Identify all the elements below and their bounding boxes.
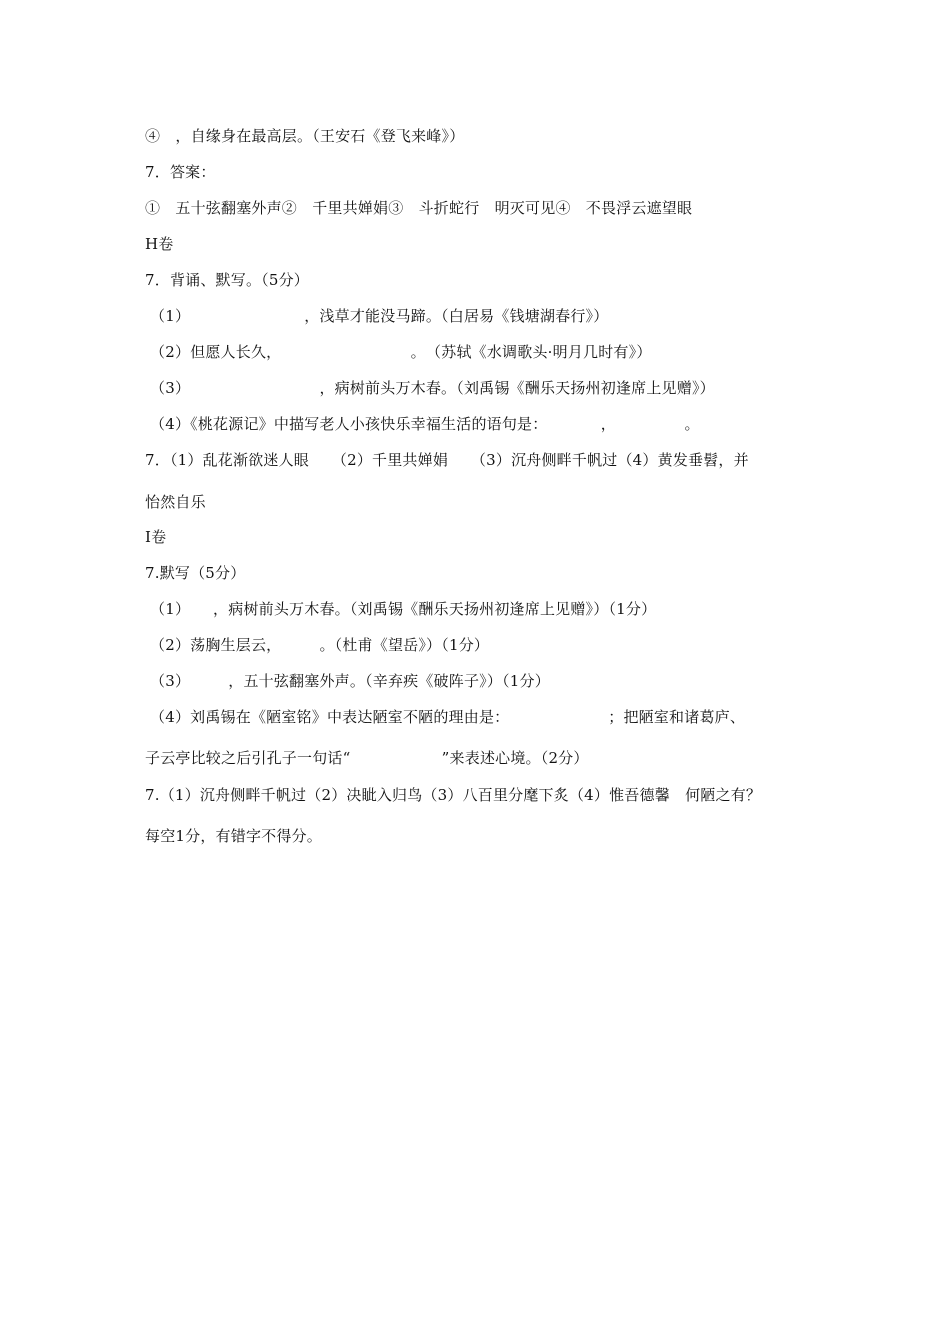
section-heading-h: H卷 (145, 235, 174, 253)
question-item-2: （2）但愿人长久， 。 （苏轼《水调歌头·明月几时有》） (150, 343, 652, 361)
question2-item-3: （3） ，五十弦翻塞外声。（辛弃疾《破阵子》）（1分） (150, 672, 550, 690)
answer2-note: 每空1分，有错字不得分。 (145, 827, 322, 845)
question-item-1: （1） ，浅草才能没马蹄。（白居易《钱塘湖春行》） (150, 307, 609, 325)
answer-line-1: 7．（1）乱花渐欲迷人眼 （2）千里共婵娟 （3）沉舟侧畔千帆过（4）黄发垂髫，并 (145, 451, 749, 469)
question2-item-2: （2）荡胸生层云， 。（杜甫《望岳》）（1分） (150, 636, 490, 654)
question2-item-4: （4）刘禹锡在《陋室铭》中表达陋室不陋的理由是： ；把陋室和诸葛庐、 (150, 708, 746, 726)
text-line-1: ④ ，自缘身在最高层。（王安石《登飞来峰》） (145, 127, 465, 145)
text-line-3: ① 五十弦翻塞外声② 千里共婵娟③ 斗折蛇行 明灭可见④ 不畏浮云遮望眼 (145, 199, 693, 217)
question2-item-1: （1） ，病树前头万木春。（刘禹锡《酬乐天扬州初逢席上见赠》）（1分） (150, 600, 657, 618)
question2-item-4-cont: 子云亭比较之后引孔子一句话“ ”来表述心境。（2分） (145, 749, 589, 767)
section-heading-i: I卷 (145, 528, 167, 546)
question-heading-2: 7.默写（5分） (145, 564, 246, 582)
answer-line-2: 怡然自乐 (145, 493, 206, 511)
text-line-2: 7．答案： (145, 163, 216, 181)
question-item-4: （4）《桃花源记》中描写老人小孩快乐幸福生活的语句是： ， 。 (150, 415, 700, 433)
question-heading: 7．背诵、默写。（5分） (145, 271, 309, 289)
answer2-line-1: 7.（1）沉舟侧畔千帆过（2）决眦入归鸟（3）八百里分麾下炙（4）惟吾德馨 何陋之有？ (145, 786, 762, 804)
question-item-3: （3） ，病树前头万木春。（刘禹锡《酬乐天扬州初逢席上见赠》） (150, 379, 715, 397)
